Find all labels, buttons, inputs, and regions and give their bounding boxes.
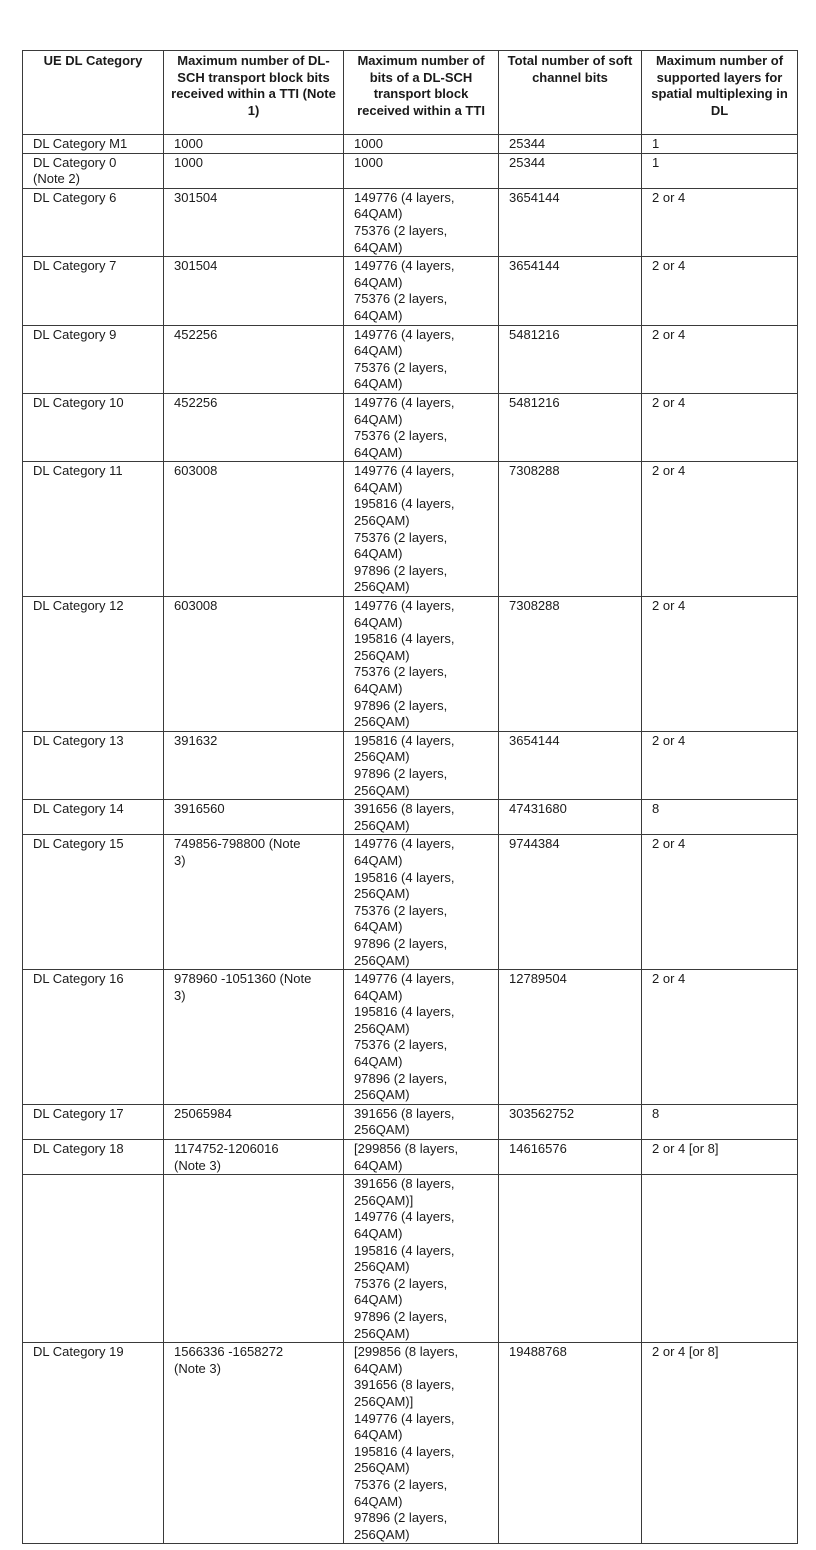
cell-layers: 2 or 4 xyxy=(642,597,798,732)
cell-max-bits-block: 1000 xyxy=(344,135,499,154)
cell-category: DL Category 15 xyxy=(23,835,164,970)
cell-soft-bits: 5481216 xyxy=(499,393,642,461)
cell-soft-bits: 12789504 xyxy=(499,970,642,1105)
header-max-layers: Maximum number of supported layers for spatial multiplexing in DL xyxy=(642,51,798,135)
table-row xyxy=(23,800,798,835)
cell-max-bits-tti: 978960 -1051360 (Note 3) xyxy=(164,970,344,1105)
cell-max-bits-tti: 603008 xyxy=(164,462,344,597)
cell-soft-bits: 3654144 xyxy=(499,257,642,325)
header-max-bits-block: Maximum number of bits of a DL-SCH transport block received within a TTI xyxy=(344,51,499,135)
cell-soft-bits: 25344 xyxy=(499,153,642,188)
cell-category xyxy=(23,1175,164,1343)
cell-layers: 8 xyxy=(642,800,798,835)
cell-max-bits-tti: 452256 xyxy=(164,325,344,393)
cell-category: DL Category 6 xyxy=(23,188,164,256)
cell-soft-bits: 47431680 xyxy=(499,800,642,835)
cell-soft-bits: 9744384 xyxy=(499,835,642,970)
cell-layers: 8 xyxy=(642,1104,798,1139)
table-row xyxy=(23,1104,798,1139)
cell-category: DL Category 7 xyxy=(23,257,164,325)
cell-category: DL Category 0 (Note 2) xyxy=(23,153,164,188)
cell-soft-bits xyxy=(499,1175,642,1343)
table-row xyxy=(23,1140,798,1175)
cell-max-bits-tti: 1000 xyxy=(164,135,344,154)
cell-max-bits-block: 149776 (4 layers, 64QAM) 195816 (4 layers, 256QAM) 75376 (2 layers, 64QAM) 97896 (2 layers, 256QAM) xyxy=(344,835,499,970)
table-row xyxy=(23,970,798,1105)
table-row xyxy=(23,257,798,325)
cell-category: DL Category 13 xyxy=(23,731,164,799)
cell-soft-bits: 7308288 xyxy=(499,597,642,732)
cell-layers: 2 or 4 xyxy=(642,835,798,970)
cell-max-bits-tti xyxy=(164,1175,344,1343)
cell-max-bits-tti: 1000 xyxy=(164,153,344,188)
cell-soft-bits: 25344 xyxy=(499,135,642,154)
cell-category: DL Category 12 xyxy=(23,597,164,732)
cell-max-bits-block: 149776 (4 layers, 64QAM) 195816 (4 layers, 256QAM) 75376 (2 layers, 64QAM) 97896 (2 layers, 256QAM) xyxy=(344,597,499,732)
document-page xyxy=(22,50,797,1544)
cell-layers: 2 or 4 xyxy=(642,257,798,325)
cell-max-bits-block: [299856 (8 layers, 64QAM) xyxy=(344,1140,499,1175)
table-row xyxy=(23,188,798,256)
cell-category: DL Category 18 xyxy=(23,1140,164,1175)
ue-dl-category-table xyxy=(22,50,798,1544)
cell-layers: 2 or 4 [or 8] xyxy=(642,1343,798,1544)
cell-max-bits-tti: 1566336 -1658272 (Note 3) xyxy=(164,1343,344,1544)
cell-max-bits-tti: 301504 xyxy=(164,188,344,256)
cell-layers: 2 or 4 [or 8] xyxy=(642,1140,798,1175)
cell-max-bits-tti: 749856-798800 (Note 3) xyxy=(164,835,344,970)
cell-max-bits-block: 391656 (8 layers, 256QAM) xyxy=(344,1104,499,1139)
table-row xyxy=(23,462,798,597)
table-row xyxy=(23,1343,798,1544)
cell-soft-bits: 303562752 xyxy=(499,1104,642,1139)
table-row xyxy=(23,153,798,188)
cell-layers: 2 or 4 xyxy=(642,325,798,393)
cell-layers: 2 or 4 xyxy=(642,188,798,256)
cell-max-bits-block: 149776 (4 layers, 64QAM) 195816 (4 layers, 256QAM) 75376 (2 layers, 64QAM) 97896 (2 layers, 256QAM) xyxy=(344,970,499,1105)
cell-category: DL Category 14 xyxy=(23,800,164,835)
table-row xyxy=(23,393,798,461)
cell-max-bits-tti: 452256 xyxy=(164,393,344,461)
table-row xyxy=(23,1175,798,1343)
header-soft-channel-bits: Total number of soft channel bits xyxy=(499,51,642,135)
cell-soft-bits: 3654144 xyxy=(499,188,642,256)
cell-max-bits-tti: 3916560 xyxy=(164,800,344,835)
cell-max-bits-block: 195816 (4 layers, 256QAM) 97896 (2 layers, 256QAM) xyxy=(344,731,499,799)
cell-max-bits-tti: 603008 xyxy=(164,597,344,732)
cell-layers xyxy=(642,1175,798,1343)
cell-soft-bits: 5481216 xyxy=(499,325,642,393)
cell-category: DL Category 16 xyxy=(23,970,164,1105)
table-row xyxy=(23,135,798,154)
table-row xyxy=(23,731,798,799)
cell-max-bits-tti: 25065984 xyxy=(164,1104,344,1139)
cell-category: DL Category 10 xyxy=(23,393,164,461)
header-row xyxy=(23,51,798,135)
table-row xyxy=(23,835,798,970)
cell-category: DL Category 19 xyxy=(23,1343,164,1544)
cell-max-bits-tti: 1174752-1206016 (Note 3) xyxy=(164,1140,344,1175)
cell-category: DL Category 11 xyxy=(23,462,164,597)
cell-soft-bits: 7308288 xyxy=(499,462,642,597)
cell-max-bits-block: 149776 (4 layers, 64QAM) 75376 (2 layers, 64QAM) xyxy=(344,393,499,461)
table-row xyxy=(23,597,798,732)
cell-soft-bits: 3654144 xyxy=(499,731,642,799)
cell-category: DL Category 17 xyxy=(23,1104,164,1139)
header-ue-dl-category: UE DL Category xyxy=(23,51,164,135)
cell-category: DL Category 9 xyxy=(23,325,164,393)
cell-max-bits-tti: 301504 xyxy=(164,257,344,325)
table-row xyxy=(23,325,798,393)
cell-soft-bits: 14616576 xyxy=(499,1140,642,1175)
cell-soft-bits: 19488768 xyxy=(499,1343,642,1544)
cell-max-bits-block: 149776 (4 layers, 64QAM) 75376 (2 layers, 64QAM) xyxy=(344,257,499,325)
cell-layers: 1 xyxy=(642,153,798,188)
cell-layers: 1 xyxy=(642,135,798,154)
header-max-bits-tti: Maximum number of DL-SCH transport block bits received within a TTI (Note 1) xyxy=(164,51,344,135)
cell-category: DL Category M1 xyxy=(23,135,164,154)
cell-max-bits-block: 149776 (4 layers, 64QAM) 195816 (4 layers, 256QAM) 75376 (2 layers, 64QAM) 97896 (2 layers, 256QAM) xyxy=(344,462,499,597)
cell-max-bits-block: 1000 xyxy=(344,153,499,188)
cell-max-bits-block: 391656 (8 layers, 256QAM)] 149776 (4 layers, 64QAM) 195816 (4 layers, 256QAM) 75376 (2 layers, 64QAM) 97896 (2 layers, 256QAM) xyxy=(344,1175,499,1343)
cell-max-bits-block: 149776 (4 layers, 64QAM) 75376 (2 layers, 64QAM) xyxy=(344,325,499,393)
cell-max-bits-tti: 391632 xyxy=(164,731,344,799)
cell-layers: 2 or 4 xyxy=(642,393,798,461)
cell-layers: 2 or 4 xyxy=(642,462,798,597)
cell-layers: 2 or 4 xyxy=(642,731,798,799)
cell-max-bits-block: 149776 (4 layers, 64QAM) 75376 (2 layers, 64QAM) xyxy=(344,188,499,256)
cell-max-bits-block: [299856 (8 layers, 64QAM) 391656 (8 layers, 256QAM)] 149776 (4 layers, 64QAM) 195816 (4 layers, 256QAM) 75376 (2 layers, 64QAM) 97896 (2 layers, 256QAM) xyxy=(344,1343,499,1544)
cell-max-bits-block: 391656 (8 layers, 256QAM) xyxy=(344,800,499,835)
cell-layers: 2 or 4 xyxy=(642,970,798,1105)
